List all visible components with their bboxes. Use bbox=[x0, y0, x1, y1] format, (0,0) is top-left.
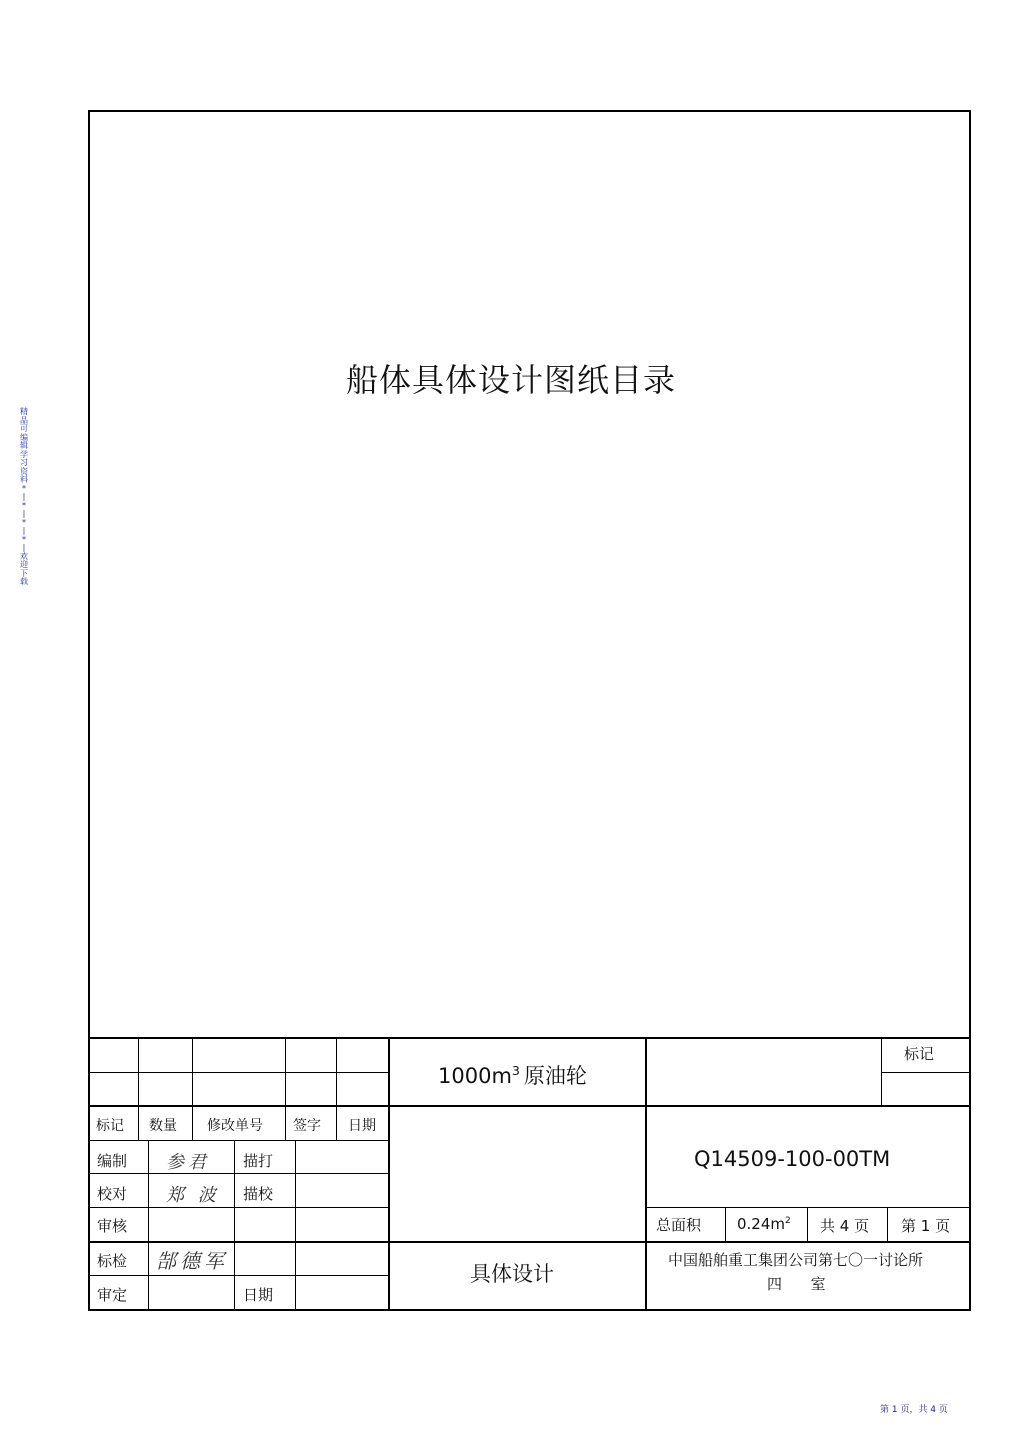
page-footer: 第 1 页，共 4 页 bbox=[880, 1405, 948, 1415]
side-watermark-char: 可 bbox=[20, 424, 28, 433]
side-watermark-char: * bbox=[22, 517, 26, 527]
rev-header-signature: 签字 bbox=[293, 1118, 321, 1134]
side-watermark-char: 下 bbox=[20, 568, 28, 578]
side-watermark-char: * bbox=[22, 500, 26, 510]
page-title: 船体具体设计图纸目录 bbox=[345, 361, 676, 399]
side-watermark-char: 品 bbox=[20, 415, 28, 425]
side-watermark-char: | bbox=[22, 543, 26, 552]
role-trace: 描打 bbox=[243, 1152, 274, 1170]
side-watermark-char: 料 bbox=[20, 475, 28, 484]
role-compile: 编制 bbox=[97, 1152, 128, 1170]
ship-name: $1000m^3$ 原油轮 bbox=[438, 1063, 587, 1088]
role-standard-check: 标检 bbox=[97, 1252, 128, 1270]
signature-check: 郑 波 bbox=[166, 1185, 220, 1206]
side-watermark-char: 资 bbox=[20, 466, 28, 476]
side-watermark-char: 习 bbox=[20, 458, 28, 467]
role-check: 校对 bbox=[97, 1185, 128, 1203]
rev-header-date: 日期 bbox=[348, 1118, 376, 1134]
rev-header-mark: 标记 bbox=[96, 1118, 124, 1134]
company-department: 四 室 bbox=[767, 1275, 826, 1293]
rev-header-quantity: 数量 bbox=[149, 1118, 177, 1134]
role-date: 日期 bbox=[243, 1286, 274, 1304]
company-name: 中国船舶重工集团公司第七〇一讨论所 bbox=[668, 1251, 924, 1269]
rev-header-change-no: 修改单号 bbox=[207, 1118, 263, 1134]
side-watermark-char: 编 bbox=[20, 432, 28, 442]
role-trace-check: 描校 bbox=[243, 1185, 274, 1203]
side-watermark-char: 学 bbox=[20, 449, 28, 459]
signature-standard-check: 郜德军 bbox=[156, 1249, 228, 1273]
side-watermark-char: 迎 bbox=[20, 560, 28, 569]
side-watermark-char: * bbox=[22, 483, 26, 493]
total-pages: 共 4 页 bbox=[820, 1217, 870, 1235]
side-watermark-char: * bbox=[22, 534, 26, 544]
signature-compile: 参君 bbox=[166, 1152, 210, 1173]
drawing-number: Q14509-100-00TM bbox=[694, 1147, 891, 1171]
side-watermark-char: 欢 bbox=[20, 551, 28, 561]
side-watermark-char: | bbox=[22, 526, 26, 535]
mark-label: 标记 bbox=[904, 1045, 935, 1063]
side-watermark-char: | bbox=[22, 509, 26, 518]
page-number: 第 1 页 bbox=[901, 1217, 951, 1235]
role-approve: 审定 bbox=[97, 1286, 128, 1304]
total-area-label: 总面积 bbox=[656, 1216, 702, 1234]
side-watermark bbox=[17, 408, 31, 587]
side-watermark-char: | bbox=[22, 492, 26, 501]
design-stage: 具体设计 bbox=[470, 1262, 554, 1286]
side-watermark-char: 载 bbox=[20, 577, 28, 586]
total-area-value: $0.24m^2$ bbox=[737, 1215, 791, 1233]
side-watermark-char: 精 bbox=[20, 407, 28, 416]
role-review: 审核 bbox=[97, 1217, 128, 1235]
side-watermark-char: 辑 bbox=[20, 441, 28, 450]
